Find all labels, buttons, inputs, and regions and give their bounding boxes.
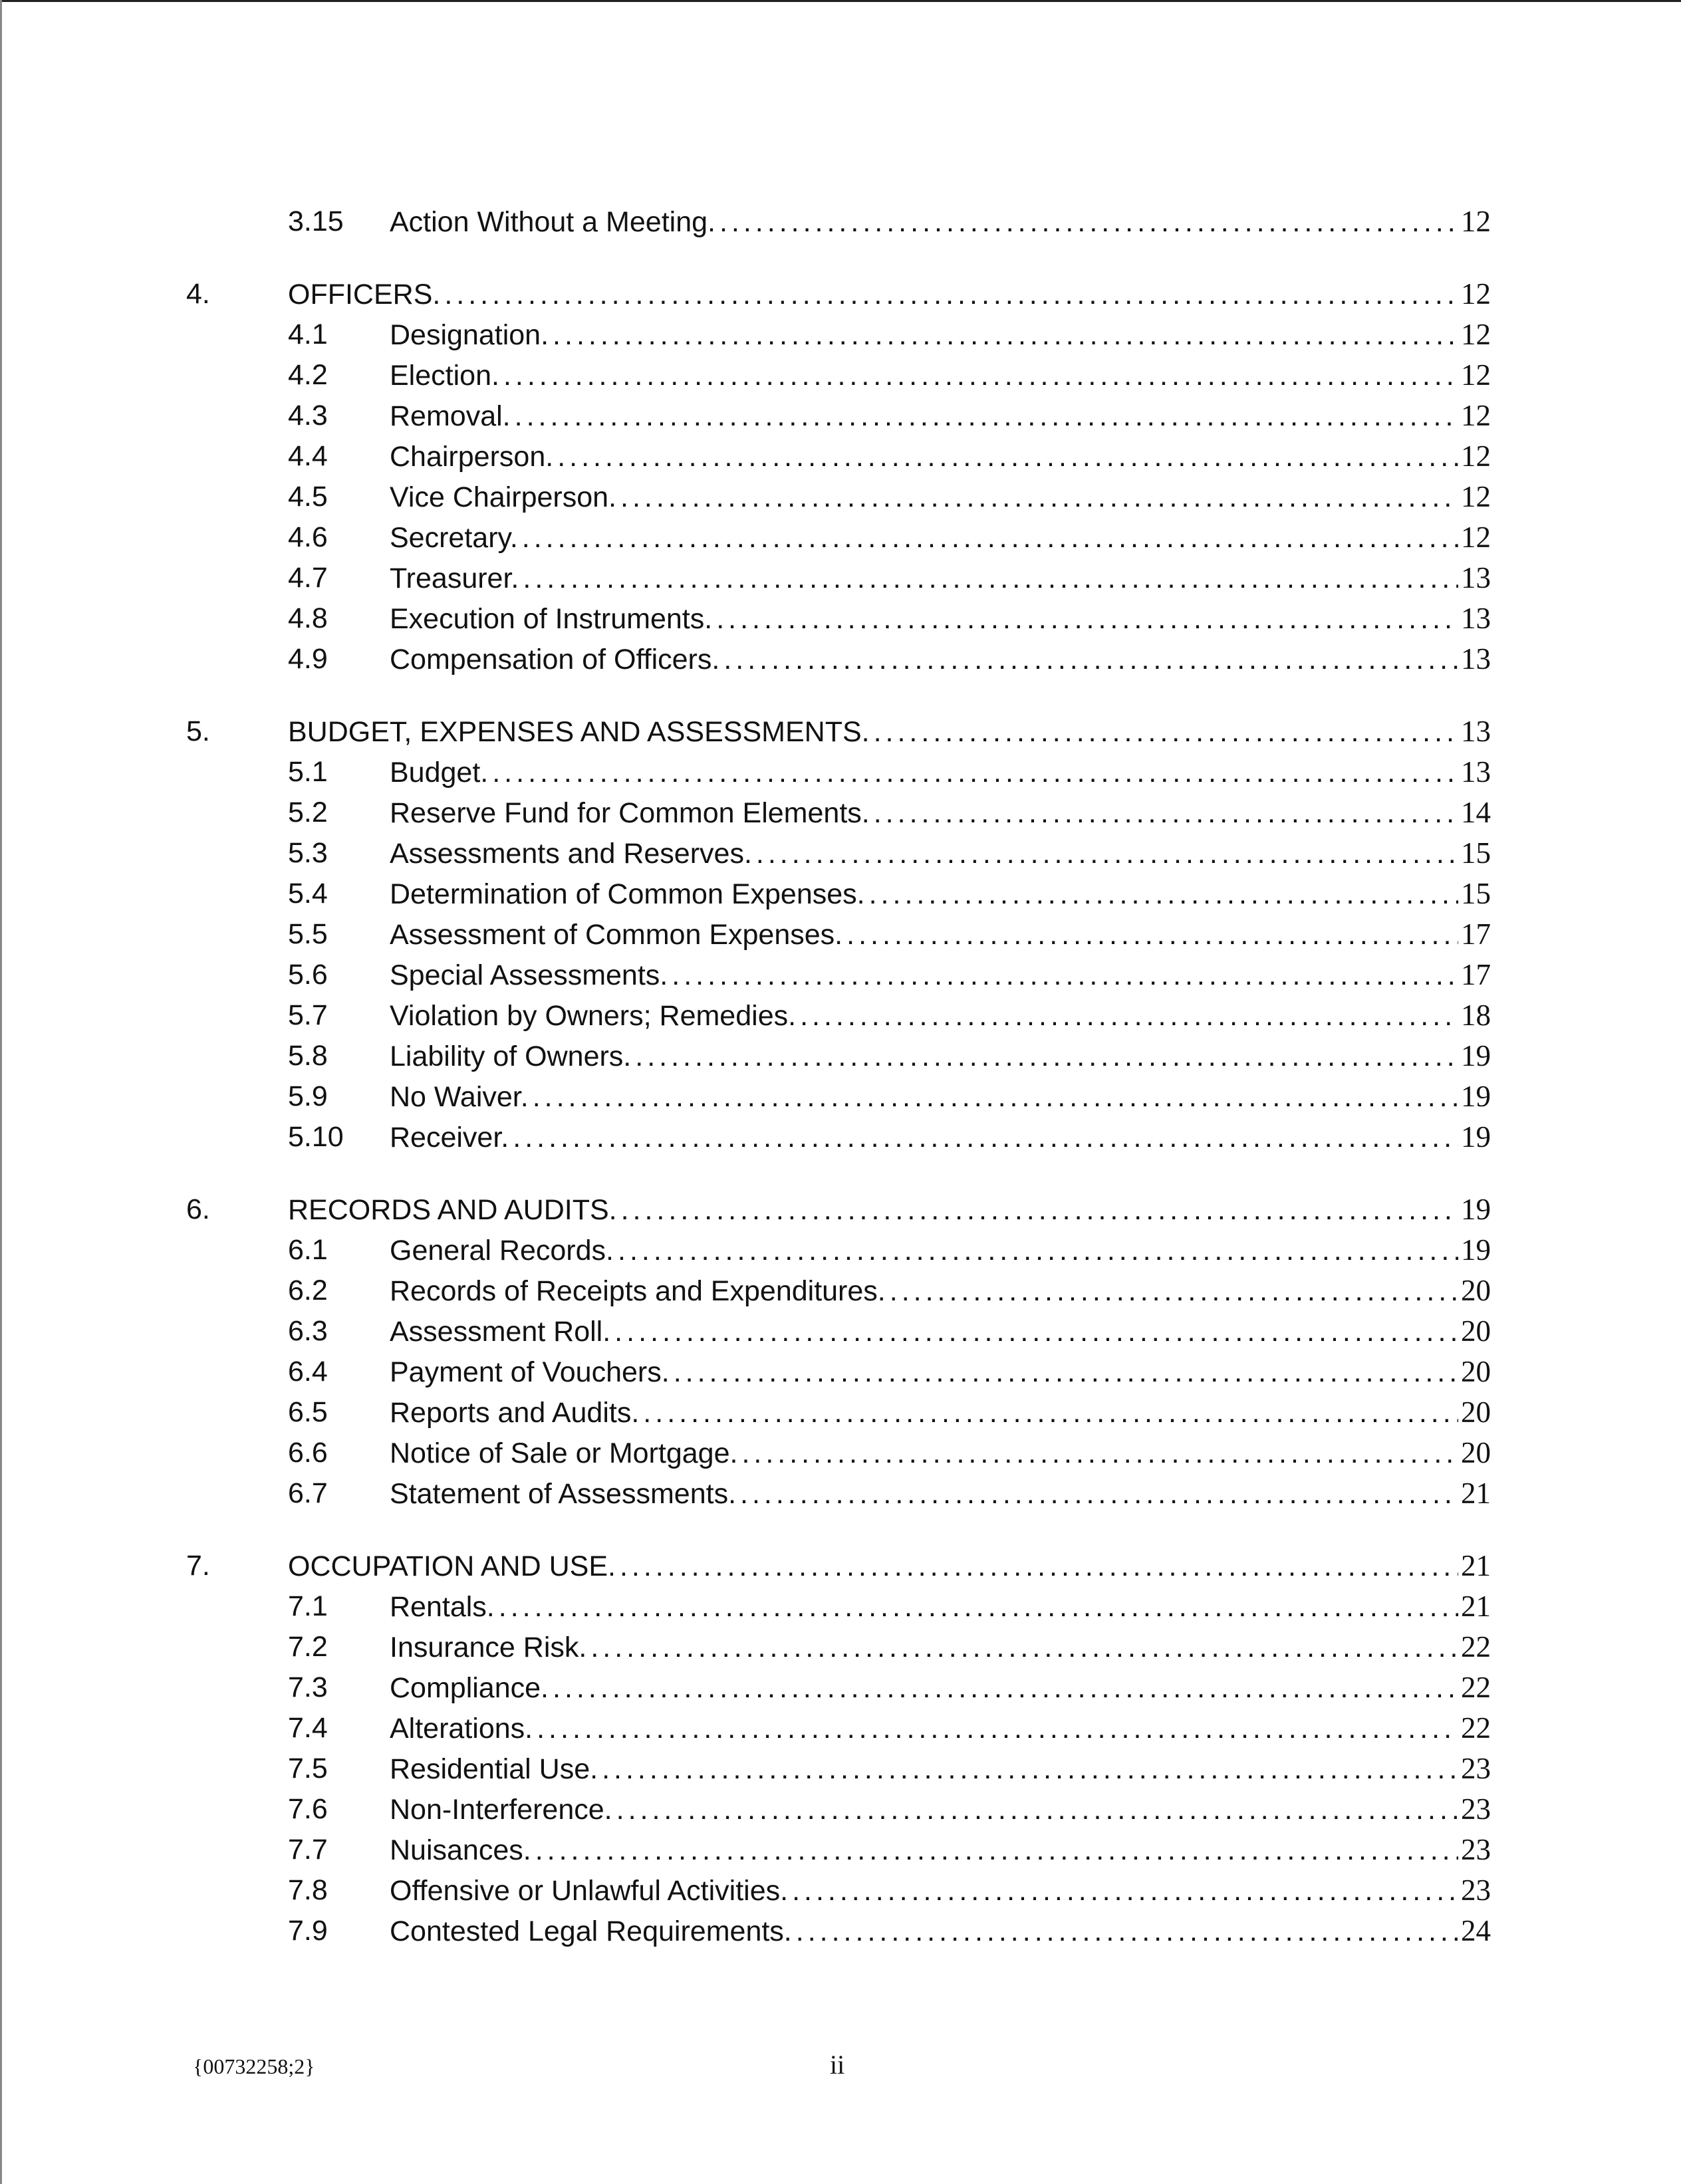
toc-subsection-row: [186, 1830, 1491, 1870]
subsection-number: 5.2: [288, 796, 328, 828]
section-page: 19: [1461, 1193, 1491, 1226]
subsection-number: 7.1: [288, 1590, 328, 1622]
subsection-entry: [390, 558, 1491, 599]
subsection-title: Assessments and Reserves.: [390, 838, 752, 870]
scan-left-edge: [0, 0, 2, 2184]
subsection-page: 12: [1461, 399, 1491, 432]
subsection-title: Insurance Risk.: [390, 1632, 587, 1663]
subsection-title: Receiver.: [390, 1122, 509, 1153]
dot-leader: [796, 1911, 1458, 1952]
subsection-title: General Records.: [390, 1235, 614, 1267]
subsection-title: Determination of Common Expenses.: [390, 878, 865, 910]
subsection-title: Special Assessments.: [390, 959, 668, 991]
toc-subsection-row: [186, 1076, 1491, 1117]
document-id: {00732258;2}: [193, 2054, 315, 2078]
subsection-page: 13: [1461, 561, 1491, 594]
toc-subsection-row: [186, 995, 1491, 1036]
subsection-page: 12: [1461, 521, 1491, 554]
dot-leader: [533, 1077, 1458, 1118]
toc-subsection-row: [186, 1392, 1491, 1433]
subsection-entry: [390, 1352, 1491, 1393]
subsection-entry: [390, 517, 1491, 558]
subsection-number: 7.7: [288, 1834, 328, 1866]
subsection-number: 6.2: [288, 1274, 328, 1306]
subsection-page: 19: [1461, 1233, 1491, 1267]
toc-subsection-row: [186, 833, 1491, 874]
toc-subsection-row: [186, 477, 1491, 517]
toc-subsection-row: [186, 1586, 1491, 1627]
toc-subsection-row: [186, 558, 1491, 598]
subsection-page: 13: [1461, 602, 1491, 635]
section-number: 5.: [186, 715, 210, 747]
toc-subsection-row: [186, 1667, 1491, 1708]
subsection-title: Compensation of Officers.: [390, 644, 720, 675]
toc-subsection-row: [186, 1433, 1491, 1473]
subsection-entry: [390, 1473, 1491, 1515]
toc-section-row: [186, 711, 1491, 752]
subsection-number: 7.8: [288, 1874, 328, 1906]
subsection-page: 21: [1461, 1590, 1491, 1623]
subsection-number: 7.9: [288, 1915, 328, 1947]
section-entry: [288, 711, 1491, 753]
subsection-number: 5.4: [288, 878, 328, 910]
dot-leader: [716, 599, 1458, 640]
subsection-page: 18: [1461, 999, 1491, 1032]
dot-leader: [719, 202, 1458, 243]
subsection-page: 12: [1461, 358, 1491, 392]
toc-subsection-row: [186, 1749, 1491, 1789]
subsection-entry: [390, 792, 1491, 834]
dot-leader: [792, 1871, 1458, 1911]
subsection-title: Compliance.: [390, 1672, 549, 1704]
subsection-title: Residential Use.: [390, 1753, 598, 1785]
toc-section-row: [186, 1189, 1491, 1230]
subsection-title: Action Without a Meeting.: [390, 206, 715, 238]
subsection-entry: [390, 1708, 1491, 1749]
subsection-page: 22: [1461, 1630, 1491, 1663]
subsection-title: Alterations.: [390, 1713, 533, 1745]
subsection-title: Contested Legal Requirements.: [390, 1915, 792, 1947]
section-title: OFFICERS.: [288, 279, 441, 310]
toc-subsection-row: [186, 396, 1491, 436]
subsection-title: Rentals.: [390, 1591, 495, 1623]
section-number: 6.: [186, 1193, 210, 1225]
subsection-title: Removal.: [390, 400, 511, 432]
toc-subsection-row: [186, 1708, 1491, 1749]
subsection-title: No Waiver.: [390, 1081, 529, 1113]
subsection-number: 5.8: [288, 1040, 328, 1072]
subsection-number: 6.5: [288, 1396, 328, 1428]
subsection-title: Chairperson.: [390, 441, 554, 473]
subsection-entry: [390, 1911, 1491, 1952]
subsection-entry: [390, 955, 1491, 996]
subsection-title: Records of Receipts and Expenditures.: [390, 1275, 886, 1307]
subsection-title: Designation.: [390, 319, 549, 351]
section-entry: [288, 1546, 1491, 1587]
toc-subsection-row: [186, 955, 1491, 995]
subsection-page: 13: [1461, 755, 1491, 789]
dot-leader: [846, 915, 1458, 955]
subsection-entry: [390, 314, 1491, 356]
subsection-page: 12: [1461, 439, 1491, 473]
subsection-number: 6.7: [288, 1477, 328, 1509]
scan-top-edge: [0, 0, 1681, 2]
subsection-number: 5.1: [288, 756, 328, 788]
section-page: 13: [1461, 715, 1491, 748]
subsection-title: Liability of Owners.: [390, 1040, 632, 1072]
subsection-page: 21: [1461, 1477, 1491, 1510]
dot-leader: [492, 753, 1458, 793]
toc-subsection-row: [186, 914, 1491, 955]
subsection-number: 4.5: [288, 481, 328, 513]
subsection-title: Violation by Owners; Remedies.: [390, 1000, 797, 1032]
subsection-entry: [390, 1076, 1491, 1118]
subsection-title: Non-Interference.: [390, 1794, 612, 1826]
subsection-entry: [390, 1433, 1491, 1474]
subsection-page: 23: [1461, 1752, 1491, 1785]
toc-subsection-row: [186, 1870, 1491, 1911]
subsection-entry: [390, 1870, 1491, 1911]
subsection-page: 12: [1461, 318, 1491, 351]
section-title: RECORDS AND AUDITS.: [288, 1194, 617, 1226]
subsection-title: Secretary.: [390, 522, 518, 554]
dot-leader: [756, 834, 1458, 874]
section-page: 12: [1461, 277, 1491, 310]
subsection-title: Reports and Audits.: [390, 1397, 640, 1429]
subsection-page: 23: [1461, 1874, 1491, 1907]
dot-leader: [537, 1709, 1458, 1749]
subsection-title: Notice of Sale or Mortgage.: [390, 1437, 738, 1469]
dot-leader: [635, 1036, 1458, 1077]
toc-subsection-row: [186, 201, 1491, 242]
subsection-title: Vice Chairperson.: [390, 481, 616, 513]
subsection-page: 19: [1461, 1039, 1491, 1072]
section-title: BUDGET, EXPENSES AND ASSESSMENTS.: [288, 716, 870, 748]
subsection-number: 5.5: [288, 918, 328, 950]
toc-subsection-row: [186, 874, 1491, 914]
subsection-entry: [390, 1036, 1491, 1077]
subsection-title: Assessment Roll.: [390, 1316, 611, 1348]
subsection-page: 20: [1461, 1355, 1491, 1388]
subsection-number: 5.6: [288, 959, 328, 991]
subsection-entry: [390, 1830, 1491, 1871]
dot-leader: [602, 1749, 1458, 1790]
toc-subsection-row: [186, 314, 1491, 355]
subsection-number: 6.4: [288, 1356, 328, 1388]
subsection-entry: [390, 1117, 1491, 1158]
toc-subsection-row: [186, 355, 1491, 396]
dot-leader: [535, 1830, 1458, 1871]
subsection-number: 4.3: [288, 400, 328, 431]
dot-leader: [522, 518, 1458, 558]
subsection-page: 24: [1461, 1914, 1491, 1947]
toc-subsection-row: [186, 1036, 1491, 1076]
subsection-page: 15: [1461, 836, 1491, 870]
section-page: 21: [1461, 1549, 1491, 1582]
subsection-title: Assessment of Common Expenses.: [390, 919, 843, 951]
subsection-number: 4.4: [288, 440, 328, 472]
subsection-entry: [390, 1230, 1491, 1271]
dot-leader: [557, 437, 1458, 477]
subsection-page: 20: [1461, 1395, 1491, 1429]
subsection-entry: [390, 1311, 1491, 1352]
subsection-page: 12: [1461, 480, 1491, 513]
table-of-contents: [186, 201, 1491, 1951]
subsection-number: 3.15: [288, 205, 344, 237]
dot-leader: [741, 1433, 1458, 1474]
subsection-number: 7.2: [288, 1631, 328, 1663]
dot-leader: [553, 315, 1458, 356]
dot-leader: [553, 1668, 1458, 1709]
toc-subsection-row: [186, 1117, 1491, 1157]
subsection-entry: [390, 598, 1491, 640]
subsection-title: Nuisances.: [390, 1834, 531, 1866]
section-number: 4.: [186, 278, 210, 310]
toc-subsection-row: [186, 1911, 1491, 1951]
subsection-entry: [390, 1667, 1491, 1709]
toc-section-row: [186, 1546, 1491, 1586]
dot-leader: [643, 1393, 1458, 1433]
subsection-entry: [390, 1789, 1491, 1830]
subsection-entry: [390, 914, 1491, 955]
toc-section-row: [186, 274, 1491, 314]
subsection-number: 7.4: [288, 1712, 328, 1744]
dot-leader: [515, 396, 1458, 437]
subsection-page: 13: [1461, 642, 1491, 675]
subsection-page: 17: [1461, 958, 1491, 991]
subsection-number: 5.9: [288, 1080, 328, 1112]
dot-leader: [513, 1118, 1458, 1158]
toc-subsection-row: [186, 1311, 1491, 1352]
subsection-entry: [390, 355, 1491, 396]
subsection-number: 4.6: [288, 521, 328, 553]
subsection-entry: [390, 1392, 1491, 1433]
subsection-page: 19: [1461, 1080, 1491, 1113]
subsection-title: Statement of Assessments.: [390, 1478, 737, 1510]
dot-leader: [616, 1790, 1458, 1830]
dot-leader: [723, 640, 1458, 680]
toc-subsection-row: [186, 1271, 1491, 1311]
subsection-number: 4.8: [288, 602, 328, 634]
subsection-number: 4.1: [288, 318, 328, 350]
subsection-entry: [390, 1749, 1491, 1790]
toc-subsection-row: [186, 436, 1491, 477]
toc-subsection-row: [186, 792, 1491, 833]
subsection-entry: [390, 995, 1491, 1036]
subsection-number: 5.3: [288, 837, 328, 869]
subsection-number: 6.3: [288, 1315, 328, 1347]
subsection-number: 4.9: [288, 643, 328, 675]
dot-leader: [503, 356, 1458, 396]
dot-leader: [800, 996, 1458, 1036]
subsection-title: Treasurer.: [390, 562, 519, 594]
subsection-entry: [390, 1586, 1491, 1628]
subsection-number: 6.1: [288, 1234, 328, 1266]
subsection-title: Payment of Vouchers.: [390, 1356, 670, 1388]
subsection-entry: [390, 1627, 1491, 1668]
page-number: ii: [830, 2050, 845, 2080]
subsection-number: 7.6: [288, 1793, 328, 1825]
subsection-page: 20: [1461, 1314, 1491, 1348]
subsection-page: 15: [1461, 877, 1491, 910]
dot-leader: [674, 1352, 1458, 1393]
toc-subsection-row: [186, 752, 1491, 792]
subsection-entry: [390, 1271, 1491, 1312]
subsection-number: 4.2: [288, 359, 328, 391]
dot-leader: [620, 477, 1458, 518]
subsection-entry: [390, 752, 1491, 793]
toc-subsection-row: [186, 1352, 1491, 1392]
subsection-entry: [390, 639, 1491, 680]
dot-leader: [874, 793, 1458, 834]
dot-leader: [523, 558, 1458, 599]
subsection-page: 19: [1461, 1120, 1491, 1153]
dot-leader: [590, 1628, 1458, 1668]
subsection-entry: [390, 833, 1491, 874]
dot-leader: [740, 1474, 1458, 1515]
section-entry: [288, 274, 1491, 315]
subsection-page: 20: [1461, 1274, 1491, 1307]
dot-leader: [614, 1312, 1458, 1352]
dot-leader: [869, 874, 1458, 915]
subsection-entry: [390, 396, 1491, 437]
toc-subsection-row: [186, 598, 1491, 639]
dot-leader: [499, 1587, 1458, 1628]
subsection-title: Reserve Fund for Common Elements.: [390, 797, 870, 829]
dot-leader: [672, 955, 1458, 996]
dot-leader: [890, 1271, 1458, 1312]
subsection-page: 17: [1461, 917, 1491, 951]
subsection-page: 22: [1461, 1711, 1491, 1745]
subsection-page: 20: [1461, 1436, 1491, 1469]
subsection-page: 23: [1461, 1792, 1491, 1826]
subsection-page: 12: [1461, 205, 1491, 238]
section-entry: [288, 1189, 1491, 1231]
subsection-number: 7.3: [288, 1671, 328, 1703]
section-number: 7.: [186, 1550, 210, 1582]
toc-subsection-row: [186, 1473, 1491, 1514]
dot-leader: [444, 275, 1458, 315]
subsection-title: Election.: [390, 360, 499, 392]
toc-subsection-row: [186, 517, 1491, 558]
subsection-entry: [390, 201, 1491, 243]
subsection-page: 23: [1461, 1833, 1491, 1866]
subsection-page: 14: [1461, 796, 1491, 829]
subsection-entry: [390, 874, 1491, 915]
toc-subsection-row: [186, 639, 1491, 679]
dot-leader: [874, 712, 1458, 753]
section-title: OCCUPATION AND USE.: [288, 1550, 616, 1582]
subsection-title: Budget.: [390, 757, 489, 789]
subsection-number: 4.7: [288, 562, 328, 594]
subsection-title: Offensive or Unlawful Activities.: [390, 1875, 789, 1907]
subsection-entry: [390, 436, 1491, 477]
subsection-number: 5.10: [288, 1121, 344, 1153]
toc-subsection-row: [186, 1230, 1491, 1271]
dot-leader: [618, 1231, 1458, 1271]
subsection-title: Execution of Instruments.: [390, 603, 713, 635]
dot-leader: [621, 1190, 1458, 1231]
subsection-number: 7.5: [288, 1753, 328, 1784]
toc-subsection-row: [186, 1627, 1491, 1667]
subsection-entry: [390, 477, 1491, 518]
subsection-number: 6.6: [288, 1437, 328, 1469]
dot-leader: [620, 1546, 1458, 1587]
subsection-page: 22: [1461, 1671, 1491, 1704]
subsection-number: 5.7: [288, 999, 328, 1031]
toc-subsection-row: [186, 1789, 1491, 1830]
